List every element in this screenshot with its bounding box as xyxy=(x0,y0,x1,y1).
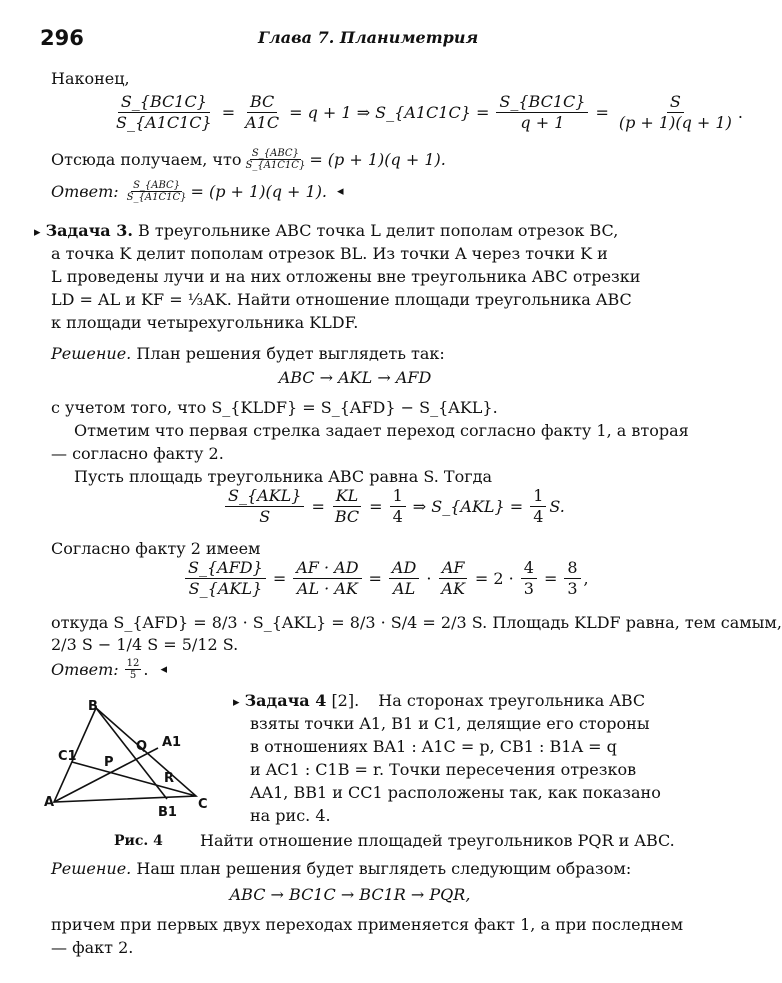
intro-text: Наконец, xyxy=(51,69,130,88)
task4-line: на рис. 4. xyxy=(250,806,331,825)
label-b: B xyxy=(88,699,98,714)
page-number: 296 xyxy=(40,26,84,50)
task4-line: AA1, BB1 и CC1 расположены так, как показано xyxy=(250,783,661,802)
fraction: $\frac{S}{(p + 1)(q + 1)}$ xyxy=(618,92,732,132)
task3-after-chain: с учетом того, что S_{KLDF} = S_{AFD} − S_{AKL}. xyxy=(51,398,498,417)
task3-let-text: Пусть площадь треугольника ABC равна S. Тогда xyxy=(74,467,492,486)
task4-chain: ABC → BC1C → BC1R → PQR, xyxy=(229,885,471,904)
equation-2: $\frac{\text{S\_\{AKL\}}}{S}$ = $\frac{KL}{BC}$ = $\frac{1}{4}$ ⇒ S_{AKL} = $\frac{1}{4}$ S. xyxy=(222,486,565,527)
label-p: P xyxy=(104,755,114,770)
hence-line: Отсюда получаем, что S_{ABC} S_{A1C1C} = (p + 1)(q + 1). xyxy=(51,148,446,171)
task3-note: — согласно факту 2. xyxy=(51,444,224,463)
task-marker: ▸ xyxy=(34,225,41,240)
task3-line: LD = AL и KF = ⅓AK. Найти отношение площади треугольника ABC xyxy=(51,290,632,309)
equation-1: $\frac{S\_\{BC1C\}}{S\_\{A1C1C\}}$ = $\frac{BC}{A1C}$ = q + 1 ⇒ S_{A1C1C} = $\frac{S\_\{BC1C\}}{q + 1}$ = $\frac{S}{(p + 1)(q + 1)}$ . xyxy=(110,92,743,133)
task4-final: причем при первых двух переходах применяется факт 1, а при последнем xyxy=(51,915,684,934)
task4-first-line: ▸ Задача 4 [2]. На сторонах треугольника ABC xyxy=(233,691,646,710)
solution-label: Решение. xyxy=(51,859,132,878)
task3-first-line: ▸ Задача 3. В треугольнике ABC точка L делит пополам отрезок BC, xyxy=(34,221,619,240)
task4-line: и AC1 : C1B = r. Точки пересечения отрезков xyxy=(250,760,637,779)
task4-solution-line: Решение. Наш план решения будет выглядеть следующим образом: xyxy=(51,859,632,878)
task4-title: Задача 4 xyxy=(244,691,327,710)
label-a1: A1 xyxy=(162,735,182,750)
label-r: R xyxy=(164,771,175,786)
fraction: $\frac{BC}{A1C}$ xyxy=(245,92,280,132)
task3-whence-1: откуда S_{AFD} = 8/3 · S_{AKL} = 8/3 · S/4 = 2/3 S. Площадь KLDF равна, тем самым, xyxy=(51,613,782,632)
label-c1: C1 xyxy=(58,749,77,764)
task3-whence-2: 2/3 S − 1/4 S = 5/12 S. xyxy=(51,635,239,654)
equation-3: $\frac{\text{S\_\{AFD\}}}{\text{S\_\{AKL\}}}$ = $\frac{AF \cdot AD}{AL \cdot AK}$ = $\frac{AD}{AL}$ · $\frac{AF}{AK}$ = 2 · $\frac{4}{3}$ = $\frac{8}{3}$ , xyxy=(182,558,589,599)
task3-note: Отметим что первая стрелка задает переход согласно факту 1, а вторая xyxy=(74,421,689,440)
label-a: A xyxy=(44,795,55,810)
task3-line: а точка K делит пополам отрезок BL. Из точки A через точки K и xyxy=(51,244,608,263)
end-mark: ◂ xyxy=(337,184,344,199)
small-fraction: S_{ABC} S_{A1C1C} xyxy=(245,148,306,171)
task-marker: ▸ xyxy=(233,695,240,710)
task4-line: в отношениях BA1 : A1C = p, CB1 : B1A = q xyxy=(250,737,617,756)
label-c: C xyxy=(198,797,208,812)
chapter-title: Глава 7. Планиметрия xyxy=(258,28,479,47)
task3-fact2: Согласно факту 2 имеем xyxy=(51,539,261,558)
figure-4-triangle xyxy=(44,700,214,828)
fraction: $\frac{S\_\{BC1C\}}{S\_\{A1C1C\}}$ xyxy=(116,92,212,132)
end-mark: ◂ xyxy=(160,662,167,677)
task3-answer: Ответ: 12 5 . ◂ xyxy=(51,658,167,681)
task4-line: взяты точки A1, B1 и C1, делящие его стороны xyxy=(250,714,650,733)
task4-find: Найти отношение площадей треугольников PQR и ABC. xyxy=(200,831,675,850)
fraction: $\frac{S\_\{BC1C\}}{q + 1}$ xyxy=(496,92,588,133)
task3-solution-line: Решение. План решения будет выглядеть так: xyxy=(51,344,445,363)
label-q: Q xyxy=(136,739,148,754)
task3-line: L проведены лучи и на них отложены вне треугольника ABC отрезки xyxy=(51,267,641,286)
answer-line-1: Ответ: S_{ABC} S_{A1C1C} = (p + 1)(q + 1). ◂ xyxy=(51,180,344,203)
task3-title: Задача 3. xyxy=(45,221,133,240)
figure-caption: Рис. 4 xyxy=(114,833,163,849)
label-b1: B1 xyxy=(158,805,177,820)
small-fraction: S_{ABC} S_{A1C1C} xyxy=(126,180,187,203)
task3-line: к площади четырехугольника KLDF. xyxy=(51,313,359,332)
task4-final: — факт 2. xyxy=(51,938,134,957)
task3-chain: ABC → AKL → AFD xyxy=(278,368,432,387)
solution-label: Решение. xyxy=(51,344,132,363)
